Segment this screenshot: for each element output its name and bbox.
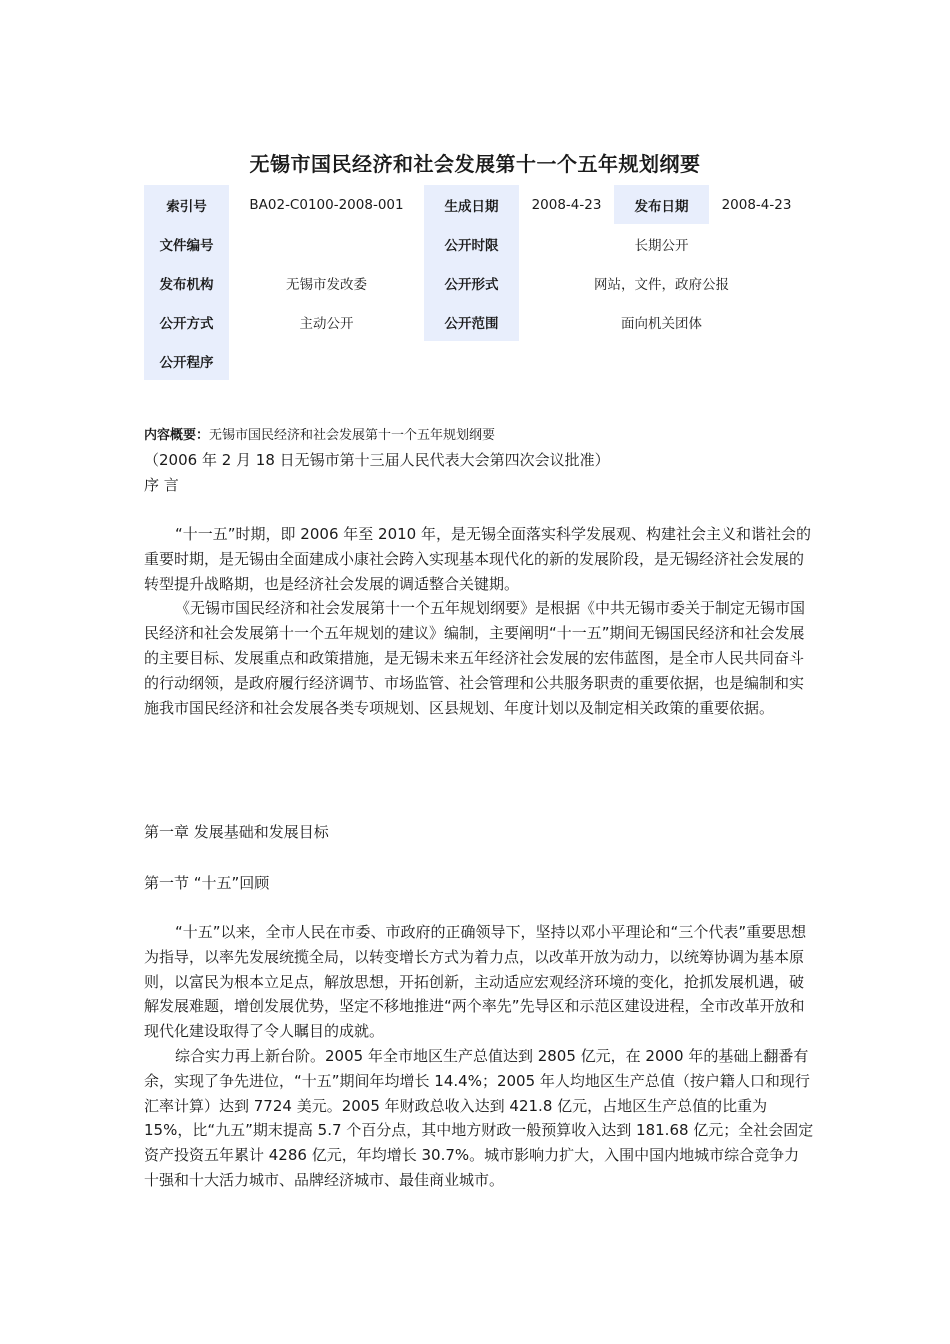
gen-date-value: 2008-4-23 [531, 196, 602, 213]
section-body [144, 920, 814, 1193]
issuer-label: 发布机构 [144, 263, 229, 302]
pub-date-label: 发布日期 [614, 185, 709, 224]
document-body-top [144, 448, 814, 498]
section-heading-block [144, 871, 814, 896]
form-value: 网站，文件，政府公报 [594, 276, 729, 293]
index-value: BA02-C0100-2008-001 [249, 196, 404, 213]
meta-row-1 [144, 185, 804, 224]
paragraph-2: 《无锡市国民经济和社会发展第十一个五年规划纲要》是根据《中共无锡市委关于制定无锡市国民经济和社会发展第十一个五年规划的建议》编制，主要阐明“十一五”期间无锡国民经济和社会发展的主要目标、发展重点和政策措施，是无锡未来五年经济社会发展的宏伟蓝图，是全市人民共同奋斗的行动纲领，是政府履行经济调节、市场监管、社会管理和公共服务职责的重要依据，也是编制和实施我市国民经济和社会发展各类专项规划、区县规划、年度计划以及制定相关政策的重要依据。 [144, 599, 806, 717]
mode-label: 公开方式 [144, 302, 229, 341]
summary-label: 内容概要： [144, 428, 210, 443]
scope-label: 公开范围 [424, 302, 519, 341]
paragraph-3: “十五”以来，全市人民在市委、市政府的正确领导下，坚持以邓小平理论和“三个代表”重要思想为指导，以率先发展统揽全局，以转变增长方式为着力点，以改革开放为动力，以统筹协调为基本原则，以富民为根本立足点，解放思想，开拓创新，主动适应宏观经济环境的变化，抢抓发展机遇，破解发展难题，增创发展优势，坚定不移地推进“两个率先”先导区和示范区建设进程，全市改革开放和现代化建设取得了令人瞩目的成就。 [144, 923, 807, 1041]
preface-body [144, 522, 814, 720]
page-title: 无锡市国民经济和社会发展第十一个五年规划纲要 [249, 152, 701, 176]
chapter-heading: 第一章 发展基础和发展目标 [144, 823, 329, 841]
summary-text: 无锡市国民经济和社会发展第十一个五年规划纲要 [209, 428, 496, 443]
procedure-label: 公开程序 [144, 341, 229, 380]
period-label: 公开时限 [424, 224, 519, 263]
chapter-heading-block [144, 820, 814, 845]
index-label: 索引号 [144, 185, 229, 224]
section-heading: 第一节 “十五”回顾 [144, 874, 270, 892]
approval-note: （2006 年 2 月 18 日无锡市第十三届人民代表大会第四次会议批准） [144, 451, 610, 469]
meta-row-2 [144, 224, 804, 263]
scope-value: 面向机关团体 [621, 315, 702, 332]
doc-no-label: 文件编号 [144, 224, 229, 263]
gen-date-label: 生成日期 [424, 185, 519, 224]
issuer-value: 无锡市发改委 [286, 276, 367, 293]
meta-row-4 [144, 302, 804, 341]
meta-row-5 [144, 341, 804, 380]
paragraph-1: “十一五”时期，即 2006 年至 2010 年，是无锡全面落实科学发展观、构建社会主义和谐社会的重要时期，是无锡由全面建成小康社会跨入实现基本现代化的新的发展阶段，是无锡经济社会发展的转型提升战略期，也是经济社会发展的调适整合关键期。 [144, 525, 811, 593]
content-summary [144, 424, 495, 443]
preface-heading: 序 言 [144, 475, 179, 494]
doc-no-value [229, 224, 424, 263]
meta-row-3 [144, 263, 804, 302]
form-label: 公开形式 [424, 263, 519, 302]
period-value: 长期公开 [634, 237, 689, 254]
mode-value: 主动公开 [299, 315, 354, 332]
metadata-table [144, 185, 804, 380]
paragraph-4: 综合实力再上新台阶。2005 年全市地区生产总值达到 2805 亿元，在 2000 年的基础上翻番有余，实现了争先进位，“十五”期间年均增长 14.4%；2005 年人均地区生产总值（按户籍人口和现行汇率计算）达到 7724 美元。2005 年财政总收入达到 421.8 亿元，占地区生产总值的比重为 15%，比“九五”期末提高 5.7 个百分点，其中地方财政一般预算收入达到 181.68 亿元；全社会固定资产投资五年累计 4286 亿元，年均增长 30.7%。城市影响力扩大，入围中国内地城市综合竞争力十强和十大活力城市、品牌经济城市、最佳商业城市。 [144, 1046, 814, 1189]
pub-date-value: 2008-4-23 [721, 196, 792, 213]
